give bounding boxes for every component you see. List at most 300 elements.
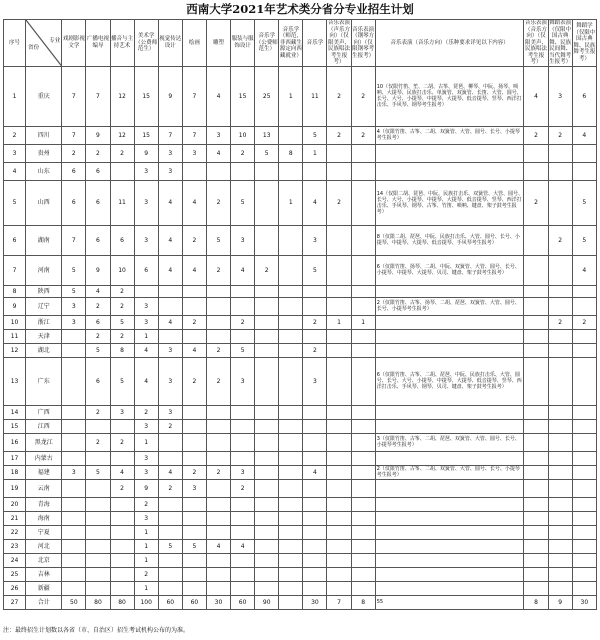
- quota-cell: 15: [231, 66, 255, 126]
- music-requirement-cell: 8（仅限二胡、琵琶、中阮、民族打击乐、大管、圆号、长号、小提琴、中提琴、大提琴、低音提琴、手风琴考生报考）: [375, 225, 524, 255]
- quota-cell: [62, 343, 86, 357]
- quota-cell: [303, 525, 327, 539]
- quota-cell: [206, 511, 230, 525]
- quota-cell: [548, 255, 572, 285]
- quota-cell: [524, 479, 548, 497]
- quota-cell: [548, 567, 572, 581]
- table-row: [4, 180, 597, 225]
- quota-cell: [548, 511, 572, 525]
- music-requirement-cell: [375, 315, 524, 329]
- quota-cell: [62, 329, 86, 343]
- quota-cell: 4: [158, 180, 182, 225]
- quota-cell: [255, 465, 279, 479]
- quota-cell: [158, 433, 182, 451]
- quota-cell: 5: [206, 225, 230, 255]
- quota-cell: [86, 553, 110, 567]
- quota-cell: [303, 285, 327, 297]
- quota-cell: [255, 539, 279, 553]
- quota-cell: [572, 479, 596, 497]
- table-row: [4, 465, 597, 479]
- quota-cell: 5: [303, 255, 327, 285]
- quota-cell: [255, 343, 279, 357]
- header-major-11: 音乐学: [303, 20, 327, 67]
- table-row: [4, 66, 597, 126]
- quota-cell: [86, 497, 110, 511]
- quota-cell: [524, 329, 548, 343]
- table-row: [4, 433, 597, 451]
- quota-cell: [303, 553, 327, 567]
- province-cell: 辽宁: [26, 297, 62, 315]
- quota-cell: 1: [303, 144, 327, 162]
- quota-cell: [158, 567, 182, 581]
- music-requirement-cell: [375, 539, 524, 553]
- quota-cell: [279, 451, 303, 465]
- quota-cell: 13: [255, 126, 279, 144]
- quota-cell: 3: [134, 511, 158, 525]
- quota-cell: 25: [255, 66, 279, 126]
- quota-cell: [548, 525, 572, 539]
- province-cell: 河南: [26, 255, 62, 285]
- table-row: [4, 419, 597, 433]
- quota-cell: [351, 581, 375, 595]
- quota-cell: [255, 451, 279, 465]
- quota-cell: 2: [206, 343, 230, 357]
- quota-cell: [62, 357, 86, 405]
- quota-cell: 4: [572, 126, 596, 144]
- quota-cell: [572, 285, 596, 297]
- quota-cell: [279, 405, 303, 419]
- music-requirement-cell: [375, 405, 524, 419]
- quota-cell: [327, 511, 351, 525]
- quota-cell: [524, 497, 548, 511]
- page-title: 西南大学2021年艺术类分省分专业招生计划: [186, 2, 414, 16]
- quota-cell: 11: [303, 66, 327, 126]
- row-number: 3: [4, 144, 26, 162]
- quota-cell: [62, 433, 86, 451]
- quota-cell: 2: [86, 144, 110, 162]
- province-cell: 湖北: [26, 343, 62, 357]
- quota-cell: [206, 315, 230, 329]
- quota-cell: 2: [206, 465, 230, 479]
- quota-cell: [351, 180, 375, 225]
- quota-cell: 2: [206, 357, 230, 405]
- quota-cell: [279, 126, 303, 144]
- quota-cell: 4: [206, 144, 230, 162]
- quota-cell: 7: [182, 126, 206, 144]
- row-number: 17: [4, 451, 26, 465]
- quota-cell: [548, 479, 572, 497]
- quota-cell: 4: [158, 255, 182, 285]
- quota-cell: [279, 465, 303, 479]
- quota-cell: 3: [158, 357, 182, 405]
- quota-cell: 60: [182, 595, 206, 609]
- header-major-3: 播音与主持艺术: [110, 20, 134, 67]
- quota-cell: [255, 329, 279, 343]
- quota-cell: 2: [86, 329, 110, 343]
- quota-cell: 5: [86, 343, 110, 357]
- quota-cell: 6: [86, 162, 110, 180]
- province-cell: 新疆: [26, 581, 62, 595]
- quota-cell: [548, 285, 572, 297]
- quota-cell: [279, 315, 303, 329]
- quota-cell: 3: [134, 315, 158, 329]
- quota-cell: 7: [327, 595, 351, 609]
- quota-cell: 4: [110, 465, 134, 479]
- quota-cell: [255, 285, 279, 297]
- quota-cell: [351, 553, 375, 567]
- quota-cell: 3: [206, 126, 230, 144]
- quota-cell: [182, 433, 206, 451]
- quota-cell: 2: [548, 315, 572, 329]
- quota-cell: [351, 162, 375, 180]
- quota-cell: [524, 343, 548, 357]
- quota-cell: [524, 581, 548, 595]
- quota-cell: [255, 180, 279, 225]
- quota-cell: 2: [548, 126, 572, 144]
- quota-cell: 4: [134, 343, 158, 357]
- quota-cell: [279, 255, 303, 285]
- province-cell: 山东: [26, 162, 62, 180]
- music-requirement-cell: 10（仅限竹笛、笙、二胡、古筝、琵琶、柳琴、中阮、扬琴、唢呐、大提琴、民族打击乐、单簧管、双簧管、长笛、大管、圆号、长号、大号、小提琴、中提琴、大提琴、低音提琴、竖琴、西洋打击乐、手风琴、钢琴考生报考）: [375, 66, 524, 126]
- quota-cell: [351, 497, 375, 511]
- quota-cell: [158, 525, 182, 539]
- table-row: [4, 315, 597, 329]
- quota-cell: [572, 329, 596, 343]
- row-number: 4: [4, 162, 26, 180]
- quota-cell: 3: [548, 66, 572, 126]
- quota-cell: [206, 567, 230, 581]
- quota-cell: 12: [110, 66, 134, 126]
- quota-cell: [62, 581, 86, 595]
- quota-cell: [351, 255, 375, 285]
- quota-cell: [206, 497, 230, 511]
- quota-cell: [255, 162, 279, 180]
- quota-cell: 8: [279, 144, 303, 162]
- music-requirement-cell: 14（仅限二胡、琵琶、中阮、民族打击乐、双簧管、大管、圆号、长号、大号、小提琴、中提琴、大提琴、低音提琴、竖琴、西洋打击乐、手风琴、钢琴、古筝、竹笛、唢呐、键盘、架子鼓考生报考）: [375, 180, 524, 225]
- quota-cell: [182, 553, 206, 567]
- quota-cell: [255, 511, 279, 525]
- music-requirement-cell: [375, 285, 524, 297]
- quota-cell: 3: [158, 162, 182, 180]
- quota-cell: 2: [327, 66, 351, 126]
- quota-cell: [231, 497, 255, 511]
- quota-cell: [327, 567, 351, 581]
- quota-cell: 7: [62, 66, 86, 126]
- quota-cell: [548, 297, 572, 315]
- quota-cell: [327, 581, 351, 595]
- quota-cell: [62, 451, 86, 465]
- quota-cell: 60: [231, 595, 255, 609]
- quota-cell: [231, 553, 255, 567]
- quota-cell: 2: [231, 479, 255, 497]
- quota-cell: [327, 433, 351, 451]
- row-number: 27: [4, 595, 26, 609]
- quota-cell: [206, 553, 230, 567]
- quota-cell: 3: [182, 144, 206, 162]
- quota-cell: [572, 451, 596, 465]
- quota-cell: [303, 539, 327, 553]
- quota-cell: 6: [86, 315, 110, 329]
- header-major-8: 服装与服饰设计: [231, 20, 255, 67]
- quota-cell: 3: [134, 180, 158, 225]
- quota-cell: 6: [86, 225, 110, 255]
- quota-cell: [279, 343, 303, 357]
- quota-cell: [158, 329, 182, 343]
- quota-cell: [279, 595, 303, 609]
- quota-cell: [231, 525, 255, 539]
- quota-cell: [351, 479, 375, 497]
- quota-cell: [548, 180, 572, 225]
- quota-cell: 2: [303, 343, 327, 357]
- quota-cell: [62, 525, 86, 539]
- table-row: [4, 255, 597, 285]
- province-cell: 广西: [26, 405, 62, 419]
- quota-cell: 3: [303, 225, 327, 255]
- quota-cell: [206, 405, 230, 419]
- header-major-4: 美术学（公费师范生）: [134, 20, 158, 67]
- quota-cell: 2: [351, 126, 375, 144]
- quota-cell: [158, 285, 182, 297]
- quota-cell: 2: [548, 225, 572, 255]
- quota-cell: [231, 405, 255, 419]
- quota-cell: [158, 581, 182, 595]
- quota-cell: [182, 581, 206, 595]
- table-row: [4, 567, 597, 581]
- quota-cell: 1: [134, 329, 158, 343]
- quota-cell: [182, 285, 206, 297]
- quota-cell: [572, 497, 596, 511]
- quota-cell: 5: [86, 465, 110, 479]
- quota-cell: 3: [303, 357, 327, 405]
- quota-cell: [279, 162, 303, 180]
- quota-cell: [62, 567, 86, 581]
- quota-cell: 60: [158, 595, 182, 609]
- quota-cell: [110, 581, 134, 595]
- quota-cell: 2: [572, 315, 596, 329]
- quota-cell: [351, 329, 375, 343]
- header-major-9: 音乐学（公费师范生）: [255, 20, 279, 67]
- music-requirement-cell: [375, 343, 524, 357]
- quota-cell: [279, 297, 303, 315]
- quota-cell: [327, 451, 351, 465]
- province-cell: 河北: [26, 539, 62, 553]
- quota-cell: [86, 419, 110, 433]
- quota-cell: [548, 433, 572, 451]
- quota-cell: [110, 511, 134, 525]
- quota-cell: [351, 343, 375, 357]
- quota-cell: 8: [110, 343, 134, 357]
- quota-cell: [327, 144, 351, 162]
- quota-cell: [351, 144, 375, 162]
- quota-cell: [524, 539, 548, 553]
- quota-cell: 4: [206, 66, 230, 126]
- quota-cell: [327, 285, 351, 297]
- quota-cell: [231, 285, 255, 297]
- table-header-row: [4, 20, 597, 67]
- quota-cell: [303, 511, 327, 525]
- quota-cell: [182, 162, 206, 180]
- row-number: 12: [4, 343, 26, 357]
- quota-cell: [206, 419, 230, 433]
- province-cell: 青海: [26, 497, 62, 511]
- quota-cell: [255, 479, 279, 497]
- quota-cell: [182, 297, 206, 315]
- quota-cell: [351, 419, 375, 433]
- quota-cell: 3: [134, 225, 158, 255]
- quota-cell: [255, 405, 279, 419]
- music-requirement-cell: 55: [375, 595, 524, 609]
- header-major-13: 音乐表演（钢琴方向）（仅限钢琴考生报考）: [351, 20, 375, 67]
- header-major-17: 舞蹈学（仅限中国古典舞、民族舞考生报考）: [572, 20, 596, 67]
- quota-cell: 90: [255, 595, 279, 609]
- music-requirement-cell: [375, 581, 524, 595]
- quota-cell: [158, 297, 182, 315]
- row-number: 18: [4, 465, 26, 479]
- table-row: [4, 539, 597, 553]
- quota-cell: 1: [279, 66, 303, 126]
- quota-cell: [279, 525, 303, 539]
- table-row: [4, 595, 597, 609]
- quota-cell: [303, 581, 327, 595]
- quota-cell: 7: [182, 66, 206, 126]
- quota-cell: 2: [110, 144, 134, 162]
- quota-cell: [524, 357, 548, 405]
- quota-cell: [327, 553, 351, 567]
- quota-cell: 2: [231, 144, 255, 162]
- quota-cell: [206, 581, 230, 595]
- quota-cell: 3: [182, 479, 206, 497]
- quota-cell: [255, 419, 279, 433]
- province-cell: 合计: [26, 595, 62, 609]
- quota-cell: [303, 405, 327, 419]
- quota-cell: [62, 479, 86, 497]
- quota-cell: [279, 511, 303, 525]
- quota-cell: 6: [572, 66, 596, 126]
- quota-cell: [206, 285, 230, 297]
- quota-cell: [351, 433, 375, 451]
- header-major-6: 绘画: [182, 20, 206, 67]
- quota-cell: [206, 479, 230, 497]
- music-requirement-cell: [375, 525, 524, 539]
- quota-cell: [524, 511, 548, 525]
- quota-cell: 9: [158, 66, 182, 126]
- header-major-province: [26, 20, 62, 67]
- row-number: 1: [4, 66, 26, 126]
- quota-cell: 2: [134, 405, 158, 419]
- quota-cell: [303, 329, 327, 343]
- quota-cell: 2: [206, 255, 230, 285]
- quota-cell: [351, 539, 375, 553]
- quota-cell: 2: [110, 285, 134, 297]
- quota-cell: 2: [182, 357, 206, 405]
- province-cell: 福建: [26, 465, 62, 479]
- quota-cell: [351, 225, 375, 255]
- quota-cell: 2: [182, 465, 206, 479]
- province-cell: 黑龙江: [26, 433, 62, 451]
- table-row: [4, 581, 597, 595]
- quota-cell: [572, 162, 596, 180]
- quota-cell: [279, 285, 303, 297]
- table-row: [4, 525, 597, 539]
- quota-cell: [255, 433, 279, 451]
- quota-cell: 30: [303, 595, 327, 609]
- quota-cell: [86, 479, 110, 497]
- quota-cell: 2: [206, 180, 230, 225]
- header-major-label: 专业: [49, 38, 61, 44]
- quota-cell: 2: [182, 315, 206, 329]
- quota-cell: [572, 419, 596, 433]
- quota-cell: 4: [182, 180, 206, 225]
- quota-cell: [548, 405, 572, 419]
- quota-cell: [351, 297, 375, 315]
- quota-cell: 1: [134, 525, 158, 539]
- quota-cell: [524, 297, 548, 315]
- province-cell: 江西: [26, 419, 62, 433]
- table-row: [4, 343, 597, 357]
- quota-cell: [303, 497, 327, 511]
- quota-cell: [572, 567, 596, 581]
- quota-cell: [255, 297, 279, 315]
- quota-cell: 4: [303, 180, 327, 225]
- quota-cell: [110, 525, 134, 539]
- quota-cell: 1: [351, 315, 375, 329]
- quota-cell: 3: [62, 315, 86, 329]
- quota-cell: [279, 539, 303, 553]
- row-number: 13: [4, 357, 26, 405]
- quota-cell: [86, 511, 110, 525]
- row-number: 25: [4, 567, 26, 581]
- music-requirement-cell: 2（仅限竹笛、古筝、扬琴、二胡、琵琶、双簧管、大管、圆号、长号、小提琴考生报考）: [375, 297, 524, 315]
- quota-cell: 10: [231, 126, 255, 144]
- quota-cell: 3: [231, 357, 255, 405]
- quota-cell: [572, 553, 596, 567]
- quota-cell: [255, 553, 279, 567]
- quota-cell: 2: [110, 433, 134, 451]
- quota-cell: [524, 525, 548, 539]
- header-major-15: 音乐表演（音乐方向）（仅限美声、民族唱法考生报考）: [525, 20, 548, 65]
- quota-cell: 4: [206, 539, 230, 553]
- quota-cell: 12: [110, 126, 134, 144]
- header-seq: 序号: [4, 20, 26, 67]
- quota-cell: [572, 525, 596, 539]
- quota-cell: 3: [110, 405, 134, 419]
- quota-cell: 9: [86, 126, 110, 144]
- quota-cell: [255, 315, 279, 329]
- quota-cell: [158, 511, 182, 525]
- music-requirement-cell: 6（仅限竹笛、古筝、二胡、琵琶、中阮、民族打击乐、大管、圆号、长号、大号、小提琴、中提琴、大提琴、低音提琴、竖琴、西洋打击乐、手风琴、钢琴、贝司、键盘、架子鼓考生报考）: [375, 357, 524, 405]
- quota-cell: [231, 433, 255, 451]
- quota-cell: [255, 357, 279, 405]
- quota-cell: 5: [572, 225, 596, 255]
- quota-cell: [524, 162, 548, 180]
- table-row: [4, 357, 597, 405]
- quota-cell: 5: [303, 126, 327, 144]
- quota-cell: [62, 511, 86, 525]
- quota-cell: 2: [86, 433, 110, 451]
- quota-cell: [572, 539, 596, 553]
- quota-cell: [351, 451, 375, 465]
- row-number: 8: [4, 285, 26, 297]
- quota-cell: 1: [134, 553, 158, 567]
- quota-cell: [279, 497, 303, 511]
- quota-cell: [182, 511, 206, 525]
- music-requirement-cell: [375, 451, 524, 465]
- quota-cell: 2: [327, 180, 351, 225]
- quota-cell: 1: [134, 581, 158, 595]
- quota-cell: 3: [62, 297, 86, 315]
- row-number: 23: [4, 539, 26, 553]
- quota-cell: 2: [327, 126, 351, 144]
